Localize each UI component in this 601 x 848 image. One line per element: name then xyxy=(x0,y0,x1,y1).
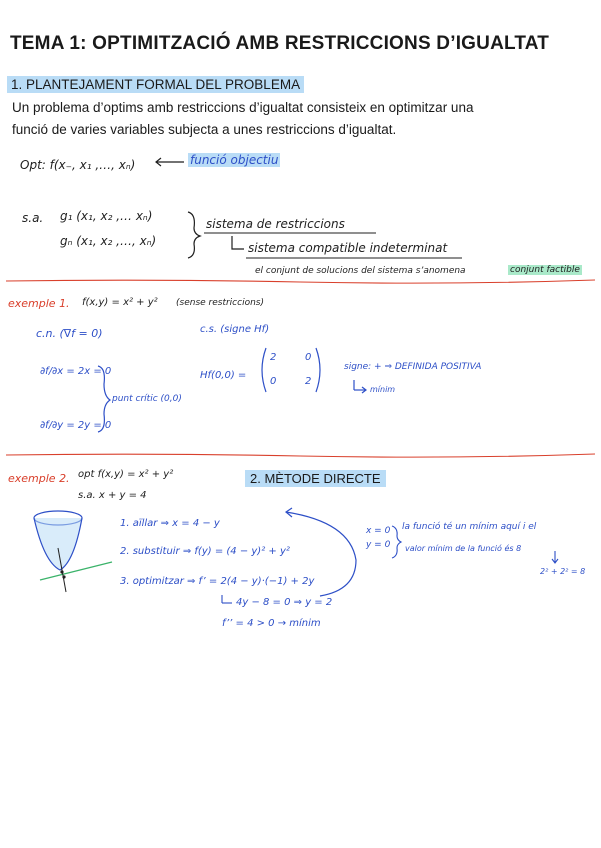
example-2-function: opt f(x,y) = x² + y² xyxy=(78,469,174,480)
critical-point: punt crític (0,0) xyxy=(112,394,182,404)
step-2: 2. substituir ⇒ f(y) = (4 − y)² + y² xyxy=(120,546,290,557)
conclusion-line-2: valor mínim de la funció és 8 xyxy=(405,544,522,553)
feasible-note: el conjunt de solucions del sistema s’anomena xyxy=(255,266,466,276)
hessian-entry-11: 2 xyxy=(270,352,277,363)
objective-note: funció objectiu xyxy=(190,153,279,167)
example-2-constraint: s.a. x + y = 4 xyxy=(78,490,147,501)
hessian-left-bracket xyxy=(262,348,266,392)
sufficient-condition: c.s. (signe Hf) xyxy=(200,324,270,335)
step-1: 1. aïllar ⇒ x = 4 − y xyxy=(120,518,220,529)
red-separator-1 xyxy=(6,280,595,283)
step-3: 3. optimitzar ⇒ f’ = 2(4 − y)·(−1) + 2y xyxy=(120,576,315,587)
red-separator-2 xyxy=(6,454,595,457)
example-1-note: (sense restriccions) xyxy=(176,298,264,308)
partial-derivative-y: ∂f/∂y = 2y = 0 xyxy=(40,420,112,431)
objective-formula: Opt: f(x₋, x₁ ,…, xₙ) xyxy=(20,158,136,172)
step-3-solution: 4y − 8 = 0 ⇒ y = 2 xyxy=(236,597,333,608)
constraints-brace xyxy=(188,212,200,258)
constraint-1: g₁ (x₁, x₂ ,… xₙ) xyxy=(60,209,153,223)
solution-x: x = 0 xyxy=(366,526,391,536)
section-2-heading: 2. MÈTODE DIRECTE xyxy=(245,470,386,487)
constraint-line xyxy=(40,562,112,580)
page-title: TEMA 1: OPTIMITZACIÓ AMB RESTRICCIONS D’IGUALTAT xyxy=(10,33,550,54)
system-type: sistema compatible indeterminat xyxy=(248,241,448,255)
solution-brace xyxy=(392,526,401,558)
system-arrow xyxy=(232,236,244,249)
hessian-entry-21: 0 xyxy=(270,376,277,387)
value-check: 2² + 2² = 8 xyxy=(540,567,586,576)
partial-derivative-x: ∂f/∂x = 2x = 0 xyxy=(40,366,112,377)
necessary-condition: c.n. (∇f = 0) xyxy=(36,327,103,340)
step-3-second-derivative: f’’ = 4 > 0 → mínim xyxy=(222,618,321,629)
example-1-result: mínim xyxy=(370,385,396,394)
example-2-label: exemple 2. xyxy=(8,472,70,485)
conclusion-line-1: la funció té un mínim aquí i el xyxy=(402,522,537,532)
hessian-label: Hf(0,0) = xyxy=(200,370,247,381)
example-1-label: exemple 1. xyxy=(8,297,70,310)
section-1-heading: 1. PLANTEJAMENT FORMAL DEL PROBLEMA xyxy=(7,76,304,93)
example-1-function: f(x,y) = x² + y² xyxy=(82,297,158,308)
paraboloid-min-point xyxy=(60,570,63,573)
paraboloid-body xyxy=(34,518,82,570)
system-label: sistema de restriccions xyxy=(206,217,345,231)
constraint-2: gₙ (x₁, x₂ ,…, xₙ) xyxy=(60,234,157,248)
feasible-term: conjunt factible xyxy=(510,265,580,275)
subject-to-label: s.a. xyxy=(22,211,44,225)
hessian-entry-22: 2 xyxy=(305,376,312,387)
intro-paragraph-line-1: Un problema d’optims amb restriccions d’igualtat consisteix en optimitzar una xyxy=(12,100,474,115)
hessian-entry-12: 0 xyxy=(305,352,312,363)
partials-brace xyxy=(98,366,110,432)
hessian-sign: signe: + ⇒ DEFINIDA POSITIVA xyxy=(344,362,482,372)
steps-loop-arrow xyxy=(286,512,356,596)
solution-y: y = 0 xyxy=(366,540,391,550)
hessian-right-bracket xyxy=(316,348,320,392)
intro-paragraph-line-2: funció de varies variables subjecta a unes restriccions d’igualtat. xyxy=(12,122,397,137)
